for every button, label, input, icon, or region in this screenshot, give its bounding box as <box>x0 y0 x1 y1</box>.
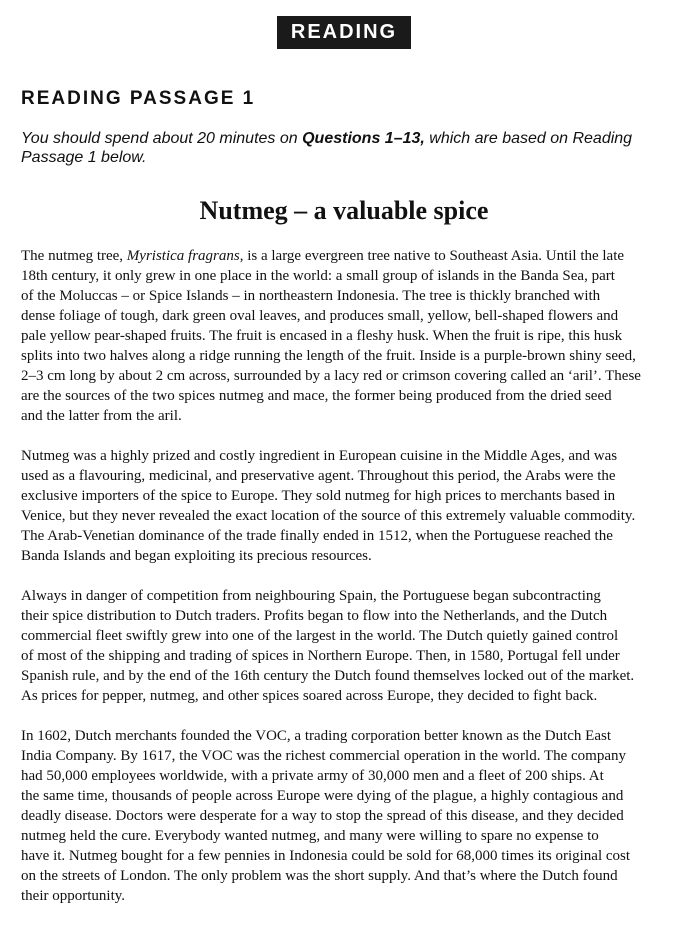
instructions-text-after: which are based on Reading <box>424 130 633 147</box>
paragraph-line: had 50,000 employees worldwide, with a private army of 30,000 men and a fleet of 200 ships. At <box>21 768 604 784</box>
paragraph-1 <box>21 246 681 426</box>
paragraph-line: The Arab-Venetian dominance of the trade finally ended in 1512, when the Portuguese reached the <box>21 528 613 544</box>
article-title: Nutmeg – a valuable spice <box>199 196 489 225</box>
paragraph-line: their spice distribution to Dutch traders. Profits began to flow into the Netherlands, and the Dutch <box>21 608 608 624</box>
paragraph-line: of the Moluccas – or Spice Islands – in northeastern Indonesia. The tree is thickly branched with <box>21 288 601 304</box>
instructions <box>21 129 671 167</box>
text-fragment: , is a large evergreen tree native to Southeast Asia. Until the late <box>239 248 625 264</box>
paragraph-line: nutmeg held the cure. Everybody wanted nutmeg, and many were willing to spare no expense to <box>21 828 599 844</box>
paragraph-line: Venice, but they never revealed the exact location of the source of this extremely valuable commodity. <box>21 508 636 524</box>
paragraph-line: Spanish rule, and by the end of the 16th century the Dutch found themselves locked out of the market. <box>21 668 635 684</box>
paragraph-line: their opportunity. <box>21 888 126 904</box>
paragraph-line: have it. Nutmeg bought for a few pennies in Indonesia could be sold for 68,000 times its original cost <box>21 848 631 864</box>
instructions-questions: Questions 1–13, <box>302 130 425 147</box>
species-name: Myristica fragrans <box>126 248 240 264</box>
paragraph-line: In 1602, Dutch merchants founded the VOC, a trading corporation better known as the Dutch East <box>21 728 611 744</box>
paragraph-line: 18th century, it only grew in one place in the world: a small group of islands in the Banda Sea, part <box>21 268 615 284</box>
paragraph-line: exclusive importers of the spice to Europe. They sold nutmeg for high prices to merchants based in <box>21 488 616 504</box>
paragraph-line: Always in danger of competition from neighbouring Spain, the Portuguese began subcontracting <box>21 588 601 604</box>
paragraph-line: As prices for pepper, nutmeg, and other spices soared across Europe, they decided to fight back. <box>21 688 598 704</box>
paragraph-line: deadly disease. Doctors were desperate for a way to stop the spread of this disease, and they decided <box>21 808 624 824</box>
paragraph-line: used as a flavouring, medicinal, and preservative agent. Throughout this period, the Arabs were the <box>21 468 616 484</box>
paragraph-line: Nutmeg was a highly prized and costly ingredient in European cuisine in the Middle Ages, and was <box>21 448 618 464</box>
section-banner: READING <box>277 16 411 49</box>
article-body <box>21 246 681 926</box>
paragraph-line: commercial fleet swiftly grew into one of the largest in the world. The Dutch quietly gained control <box>21 628 619 644</box>
passage-heading: READING PASSAGE 1 <box>21 88 256 109</box>
paragraph-3 <box>21 586 681 706</box>
instructions-text-before: You should spend about 20 minutes on <box>21 130 303 147</box>
paragraph-line: Banda Islands and began exploiting its precious resources. <box>21 548 372 564</box>
banner-container <box>0 16 688 49</box>
paragraph-2 <box>21 446 681 566</box>
paragraph-line: India Company. By 1617, the VOC was the richest commercial operation in the world. The company <box>21 748 627 764</box>
text-fragment: The nutmeg tree, <box>21 248 127 264</box>
paragraph-line: pale yellow pear-shaped fruits. The fruit is encased in a fleshy husk. When the fruit is ripe, this husk <box>21 328 623 344</box>
paragraph-line: dense foliage of tough, dark green oval leaves, and produces small, yellow, bell-shaped flowers and <box>21 308 619 324</box>
paragraph-line: 2–3 cm long by about 2 cm across, surrounded by a lacy red or crimson covering called an ‘aril’. These <box>21 368 641 384</box>
paragraph-line: of most of the shipping and trading of spices in Northern Europe. Then, in 1580, Portugal fell under <box>21 648 620 664</box>
paragraph-4 <box>21 726 681 906</box>
paragraph-line: the same time, thousands of people across Europe were dying of the plague, a highly contagious and <box>21 788 624 804</box>
instructions-text-line2: Passage 1 below. <box>21 149 147 166</box>
paragraph-line: splits into two halves along a ridge running the length of the fruit. Inside is a purple-brown shiny seed, <box>21 348 636 364</box>
paragraph-line <box>21 246 681 266</box>
paragraph-line: are the sources of the two spices nutmeg and mace, the former being produced from the dried seed <box>21 388 612 404</box>
paragraph-line: on the streets of London. The only problem was the short supply. And that’s where the Dutch found <box>21 868 618 884</box>
paragraph-line: and the latter from the aril. <box>21 408 182 424</box>
